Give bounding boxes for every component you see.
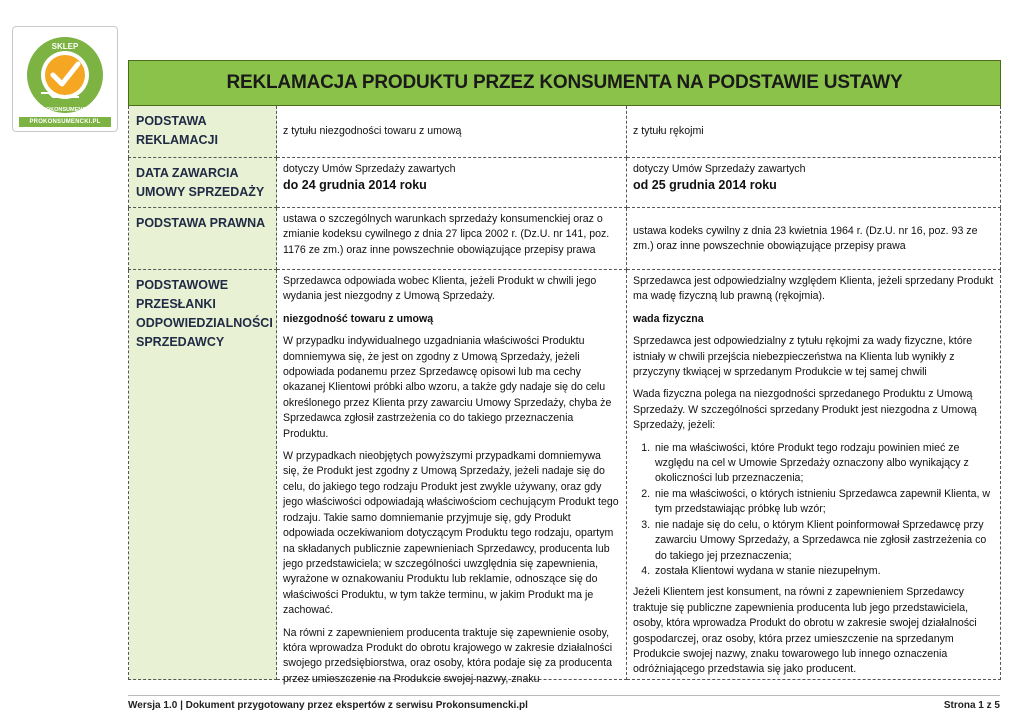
paragraph: Sprzedawca odpowiada wobec Klienta, jeżeli Produkt w chwili jego wydania jest niezgodny z Umową Sprzedaży. (283, 275, 597, 303)
complaint-table (128, 60, 1001, 685)
row-label-przeslanki (129, 270, 277, 680)
cell-podstawa-col2 (627, 106, 1001, 158)
section-heading: niezgodność towaru z umową (283, 312, 434, 325)
date-value: od 25 grudnia 2014 roku (633, 178, 777, 193)
date-value: do 24 grudnia 2014 roku (283, 178, 427, 193)
row-label-data (129, 158, 277, 208)
list-item: 2. nie ma właściwości, o których istnieniu Sprzedawca zapewnił Klienta, w tym przedstawiając próbkę lub wzór; (653, 487, 994, 518)
section-heading: wada fizyczna (633, 312, 704, 325)
cell-prawna-col2 (627, 208, 1001, 270)
cell-text: z tytułu niezgodności towaru z umową (283, 125, 462, 138)
table-row-data (129, 158, 1001, 208)
label-text: PODSTAWA PRAWNA (136, 216, 266, 230)
label-text: PODSTAWOWE PRZESŁANKI ODPOWIEDZIALNOŚCI SPRZEDAWCY (136, 278, 273, 349)
title-row (129, 61, 1001, 106)
paragraph: W przypadkach nieobjętych powyższymi przypadkami domniemywa się, że Produkt jest zgodny z Umową Sprzedaży, jeżeli nadaje się do celu, do jakiego tego rodzaju Produkt jest zwykle używany, oraz gdy jego właściwości odpowiadają właściwościom cechującym Produkt tego rodzaju. Takie samo domniemanie przyjmuje się, gdy Produkt odpowiada oczekiwaniom dotyczącym Produktu tego rodzaju, opartym na składanych publicznie zapewnieniach Sprzedawcy, producenta lub jego przedstawiciela; w szczególności uwzględnia się zapewnienia, wyrażone w oznakowaniu Produktu lub reklamie, odnoszące się do właściwości Produktu, w tym także terminu, w jakim Produkt ma je zachować. (283, 450, 619, 617)
table-row-przeslanki (129, 270, 1001, 680)
paragraph: Sprzedawca jest odpowiedzialny względem Klienta, jeżeli sprzedany Produkt ma wadę fizyczną lub prawną (rękojmia). (633, 275, 994, 303)
cell-prawna-col1 (277, 208, 627, 270)
cell-text: dotyczy Umów Sprzedaży zawartych (283, 163, 456, 175)
footer-divider (128, 695, 1000, 696)
cell-data-col2 (627, 158, 1001, 208)
list-item: 3. nie nadaje się do celu, o którym Klient poinformował Sprzedawcę przy zawarciu Umowy Sprzedaży, a Sprzedawca nie zgłosił zastrzeżenia co do takiego jej przeznaczenia; (653, 518, 994, 564)
logo-top-text: SKLEP (51, 42, 79, 51)
paragraph: Wada fizyczna polega na niezgodności sprzedanego Produktu z Umową Sprzedaży. W szczególności sprzedany Produkt jest niezgodna z Umową Sprzedaży, jeżeli: (633, 388, 977, 432)
paragraph: Na równi z zapewnieniem producenta traktuje się zapewnienie osoby, która wprowadza Produkt do obrotu krajowego w zakresie działalności swojego przedsiębiorstwa, oraz osoby, która podaje się za producenta przez umieszczenie na Produkcie swojej nazwy, znaku (283, 626, 613, 685)
logo-caption: PROKONSUMENCKI.PL (19, 117, 111, 127)
row-label-podstawa (129, 106, 277, 158)
logo[interactable] (12, 26, 118, 132)
table-row-prawna (129, 208, 1001, 270)
cell-text: ustawa o szczególnych warunkach sprzedaży konsumenckiej oraz o zmianie kodeksu cywilnego z dnia 27 lipca 2002 r. (Dz.U. nr 141, poz. 1176 ze zm.) oraz inne powszechnie obowiązujące przepisy prawa (283, 213, 610, 256)
logo-ring-text: PROKONSUMENCKI (38, 107, 92, 113)
label-text: PODSTAWA REKLAMACJI (136, 114, 218, 147)
cell-text: z tytułu rękojmi (633, 125, 704, 138)
cell-text: dotyczy Umów Sprzedaży zawartych (633, 163, 806, 175)
paragraph: Jeżeli Klientem jest konsument, na równi z zapewnieniem Sprzedawcy traktuje się publiczne zapewnienia producenta lub jego przedstawiciela, osoby, która wprowadza Produkt do obrotu w zakresie swojej działalności gospodarczej, oraz osoby, która przez umieszczenie na sprzedanym Produkcie swojej nazwy, znaku towarowego lub innego oznaczenia odróżniającego przedstawia się jako producent. (633, 586, 977, 676)
table-row-podstawa (129, 106, 1001, 158)
title-cell (129, 61, 1001, 106)
cell-text: ustawa kodeks cywilny z dnia 23 kwietnia 1964 r. (Dz.U. nr 16, poz. 93 ze zm.) oraz inne powszechnie obowiązujące przepisy prawa (633, 224, 978, 252)
cell-data-col1 (277, 158, 627, 208)
paragraph: Sprzedawca jest odpowiedzialny z tytułu rękojmi za wady fizyczne, które istniały w chwili przejścia niebezpieczeństwa na Klienta lub wynikły z przyczyny tkwiącej w sprzedanym Produkcie w tej samej chwili (633, 335, 973, 379)
defect-list (633, 441, 994, 580)
cell-przeslanki-col1 (277, 270, 627, 685)
logo-badge-icon (13, 27, 117, 119)
list-item: 4. została Klientowi wydana w stanie niezupełnym. (653, 564, 994, 579)
footer-version: Wersja 1.0 | Dokument przygotowany przez ekspertów z serwisu Prokonsumencki.pl (128, 700, 528, 711)
footer (128, 700, 1000, 711)
row-label-prawna (129, 208, 277, 270)
page-title: REKLAMACJA PRODUKTU PRZEZ KONSUMENTA NA PODSTAWIE USTAWY (226, 72, 903, 93)
list-item: 1. nie ma właściwości, które Produkt tego rodzaju powinien mieć ze względu na cel w Umowie Sprzedaży oznaczony albo wynikający z okoliczności lub przeznaczenia; (653, 441, 994, 487)
paragraph: W przypadku indywidualnego uzgadniania właściwości Produktu domniemywa się, że jest on zgodny z Umową Sprzedaży, jeżeli odpowiada podanemu przez Sprzedawcę opisowi lub ma cechy okazanej Klientowi próbki albo wzoru, a także gdy nadaje się do celu określonego przez Klienta przy zawarciu Umowy Sprzedaży, chyba że Sprzedawca zgłosił zastrzeżenia co do takiego przeznaczenia Produktu. (283, 335, 612, 440)
cell-przeslanki-col2 (627, 270, 1001, 680)
footer-page-number: Strona 1 z 5 (943, 700, 1000, 711)
cell-podstawa-col1 (277, 106, 627, 158)
label-text: DATA ZAWARCIA UMOWY SPRZEDAŻY (136, 166, 265, 199)
